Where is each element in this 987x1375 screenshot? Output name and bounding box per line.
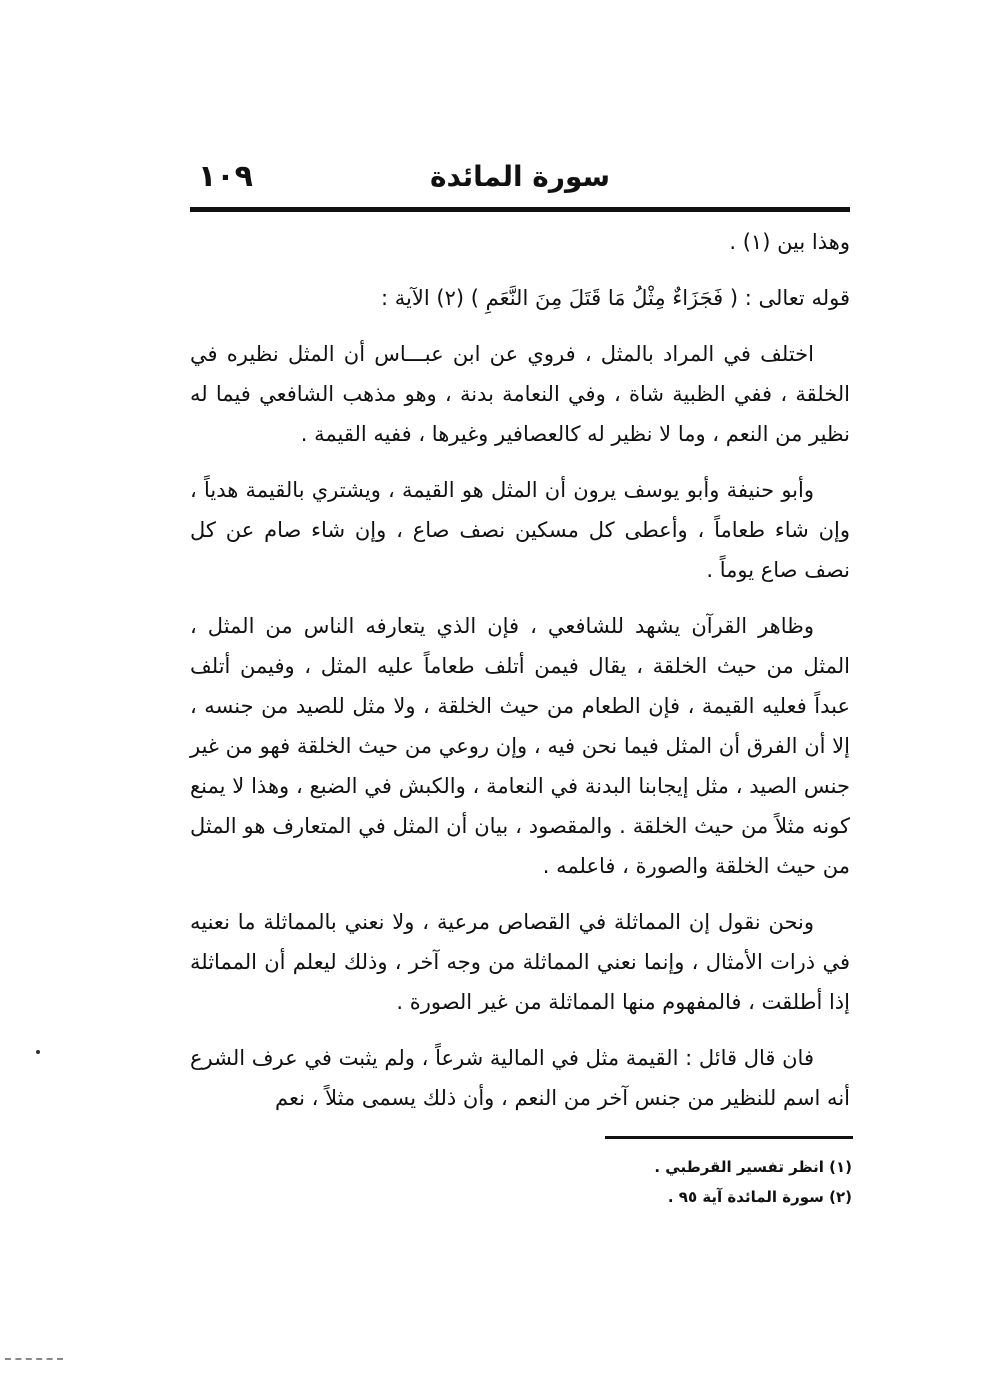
footnote-1: (١) انظر تفسير القرطبي . — [654, 1158, 852, 1176]
running-title: سورة المائدة — [429, 160, 611, 193]
scan-corner-mark — [5, 1358, 63, 1362]
verse-heading: قوله تعالى : ( فَجَزَاءٌ مِثْلُ مَا قَتَلَ مِنَ النَّعَمِ ) (٢) الآية : — [381, 286, 850, 310]
main-text — [190, 222, 850, 1134]
footnote-divider — [605, 1136, 853, 1139]
paragraph-intro: وهذا بين (١) . — [729, 230, 850, 254]
page-number: ١٠٩ — [198, 159, 253, 194]
paragraph: اختلف في المراد بالمثل ، فروي عن ابن عبـــاس أن المثل نظيره في الخلقة ، ففي الظبية شاة ، وفي النعامة بدنة ، وهو مذهب الشافعي فيما له نظير من النعم ، وما لا نظير له كالعصافير وغيرها ، ففيه القيمة . — [190, 342, 850, 446]
paragraph: وظاهر القرآن يشهد للشافعي ، فإن الذي يتعارفه الناس من المثل ، المثل من حيث الخلقة ، يقال فيمن أتلف طعاماً عليه المثل ، وفيمن أتلف عبداً فعليه القيمة ، فإن الطعام من حيث الخلقة ، ولا مثل للصيد من جنسه ، إلا أن الفرق أن المثل فيما نحن فيه ، وإن روعي من حيث الخلقة فهو من غير جنس الصيد ، مثل إيجابنا البدنة في النعامة ، والكبش في الضبع ، وهذا لا يمنع كونه مثلاً من حيث الخلقة . والمقصود ، بيان أن المثل في المتعارف هو المثل من حيث الخلقة والصورة ، فاعلمه . — [190, 614, 850, 878]
footnote-2: (٢) سورة المائدة آية ٩٥ . — [667, 1188, 852, 1206]
scan-speck — [36, 1050, 40, 1054]
footnotes — [500, 1152, 852, 1212]
header-divider — [190, 207, 850, 212]
paragraph: فان قال قائل : القيمة مثل في المالية شرعاً ، ولم يثبت في عرف الشرع أنه اسم للنظير من جنس آخر من النعم ، وأن ذلك يسمى مثلاً ، نعم — [190, 1046, 850, 1110]
page-header — [190, 155, 850, 201]
paragraph: وأبو حنيفة وأبو يوسف يرون أن المثل هو القيمة ، ويشتري بالقيمة هدياً ، وإن شاء طعاماً ، وأعطى كل مسكين نصف صاع ، وإن شاء صام عن كل نصف صاع يوماً . — [190, 478, 850, 582]
paragraph: ونحن نقول إن المماثلة في القصاص مرعية ، ولا نعني بالمماثلة ما نعنيه في ذرات الأمثال ، وإنما نعني المماثلة من وجه آخر ، وذلك ليعلم أن المماثلة إذا أطلقت ، فالمفهوم منها المماثلة من غير الصورة . — [190, 910, 850, 1014]
